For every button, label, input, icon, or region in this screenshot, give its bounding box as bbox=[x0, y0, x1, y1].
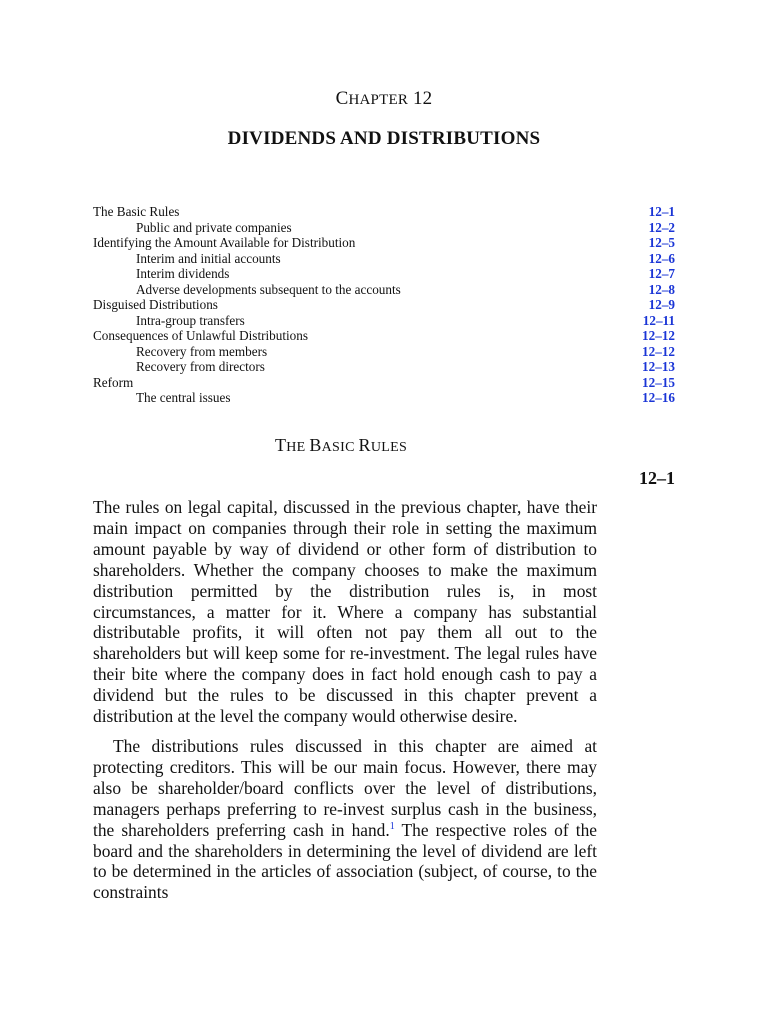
heading-cap-b: B bbox=[309, 435, 322, 455]
toc-entry-text: Public and private companies bbox=[136, 219, 292, 235]
chapter-title: DIVIDENDS AND DISTRIBUTIONS bbox=[227, 128, 541, 149]
toc-row bbox=[93, 297, 675, 313]
chapter-label bbox=[0, 88, 768, 110]
chapter-label-smallcaps: HAPTER bbox=[348, 92, 409, 108]
toc-row bbox=[93, 235, 675, 251]
heading-cap-t: T bbox=[274, 435, 287, 455]
toc-entry-ref-link[interactable]: 12–5 bbox=[648, 235, 675, 250]
toc-entry-text: Interim and initial accounts bbox=[136, 250, 281, 266]
toc-row bbox=[93, 344, 675, 360]
toc-row bbox=[93, 390, 675, 406]
toc-entry-text: The Basic Rules bbox=[93, 204, 180, 219]
heading-sc-asic: ASIC bbox=[321, 440, 359, 455]
toc-entry-text: The central issues bbox=[136, 390, 231, 405]
toc-row bbox=[93, 313, 675, 329]
heading-sc-he: HE bbox=[286, 440, 310, 455]
toc-entry-text: Intra-group transfers bbox=[136, 312, 245, 328]
toc-entry-ref-link[interactable]: 12–7 bbox=[648, 266, 675, 281]
table-of-contents bbox=[93, 204, 675, 406]
paragraph-2-part-b: The respective roles of the board and the shareholders in determining the level of dividend are left to be determined in the articles of association (subject, of course, to the constraints bbox=[93, 819, 597, 903]
toc-entry-ref-link[interactable]: 12–9 bbox=[648, 297, 675, 312]
toc-entry-ref-link[interactable]: 12–15 bbox=[642, 374, 675, 390]
toc-row bbox=[93, 266, 675, 282]
toc-row bbox=[93, 282, 675, 298]
toc-entry-ref-link[interactable]: 12–1 bbox=[648, 204, 675, 219]
section-heading bbox=[0, 435, 682, 456]
paragraph-1: The rules on legal capital, discussed in the previous chapter, have their main impact on companies through their role in setting the maximum amount payable by way of dividend or other form of distribution to shareholders. Whether the company chooses to make the maximum distribution permitted by the distribution rules is, in most circumstances, a matter for it. Where a company has substantial distributable profits, it will often not pay them all out to the shareholders but will keep some for re-investment. The legal rules have their bite where the company does in fact hold enough cash to pay a dividend but the rules to be discussed in this chapter prevent a distribution at the level the company would otherwise desire. bbox=[93, 497, 597, 727]
toc-entry-ref-link[interactable]: 12–6 bbox=[648, 250, 675, 266]
toc-entry-ref-link[interactable]: 12–11 bbox=[642, 312, 675, 328]
body-text bbox=[93, 497, 597, 903]
toc-entry-text: Adverse developments subsequent to the accounts bbox=[136, 281, 401, 297]
footnote-ref-link[interactable]: 1 bbox=[389, 820, 395, 832]
heading-cap-r: R bbox=[358, 435, 371, 455]
heading-sc-ules: ULES bbox=[370, 440, 408, 455]
toc-row bbox=[93, 220, 675, 236]
toc-entry-text: Reform bbox=[93, 374, 134, 390]
toc-entry-text: Identifying the Amount Available for Distribution bbox=[93, 235, 356, 250]
toc-row bbox=[93, 251, 675, 267]
toc-entry-ref-link[interactable]: 12–16 bbox=[642, 390, 675, 405]
toc-entry-text: Consequences of Unlawful Distributions bbox=[93, 328, 308, 343]
toc-row bbox=[93, 328, 675, 344]
toc-row bbox=[93, 359, 675, 375]
chapter-number: 12 bbox=[412, 88, 433, 109]
toc-entry-text: Recovery from members bbox=[136, 343, 268, 359]
toc-row bbox=[93, 375, 675, 391]
paragraph-2 bbox=[93, 736, 597, 903]
toc-entry-ref-link[interactable]: 12–12 bbox=[642, 343, 675, 359]
toc-entry-text: Interim dividends bbox=[136, 266, 230, 281]
toc-entry-text: Recovery from directors bbox=[136, 359, 265, 374]
toc-entry-ref-link[interactable]: 12–12 bbox=[642, 328, 675, 343]
toc-entry-ref-link[interactable]: 12–2 bbox=[648, 219, 675, 235]
chapter-label-initial: C bbox=[335, 88, 349, 109]
toc-row bbox=[93, 204, 675, 220]
toc-entry-text: Disguised Distributions bbox=[93, 297, 218, 312]
toc-entry-ref-link[interactable]: 12–13 bbox=[642, 359, 675, 374]
paragraph-number: 12–1 bbox=[639, 468, 675, 488]
toc-entry-ref-link[interactable]: 12–8 bbox=[648, 281, 675, 297]
paragraph-2-part-a: The distributions rules discussed in this chapter are aimed at protecting creditors. This will be our main focus. However, there may also be shareholder/board conflicts over the level of distributions, managers perhaps preferring to re-invest surplus cash in the business, the shareholders preferring cash in hand. bbox=[93, 735, 597, 840]
